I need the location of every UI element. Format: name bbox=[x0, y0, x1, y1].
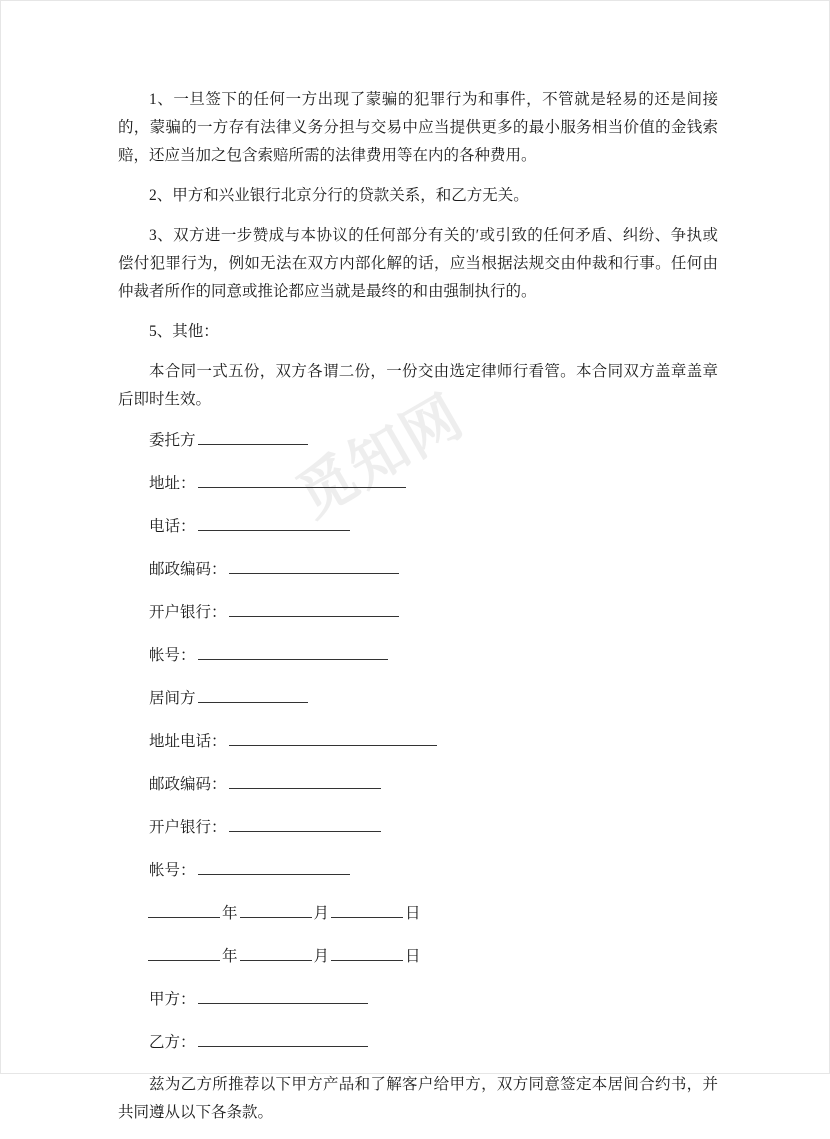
date-year-label: 年 bbox=[222, 948, 238, 965]
field-entrust-bank bbox=[118, 598, 718, 627]
clause-paragraph-copies: 本合同一式五份，双方各谓二份，一份交由选定律师行看管。本合同双方盖章盖章后即时生效。 bbox=[118, 363, 718, 408]
field-blank[interactable] bbox=[198, 512, 350, 531]
date-year-blank[interactable] bbox=[148, 942, 220, 961]
field-blank[interactable] bbox=[198, 426, 308, 445]
field-label: 邮政编码： bbox=[149, 776, 227, 793]
field-label: 开户银行： bbox=[149, 604, 227, 621]
document-content bbox=[118, 86, 718, 1139]
date-month-blank[interactable] bbox=[240, 899, 312, 918]
field-blank[interactable] bbox=[198, 856, 350, 875]
field-label: 开户银行： bbox=[149, 819, 227, 836]
field-broker-party bbox=[118, 684, 718, 713]
date-line-1 bbox=[118, 899, 718, 928]
field-blank[interactable] bbox=[229, 727, 437, 746]
field-broker-bank bbox=[118, 813, 718, 842]
date-day-label: 日 bbox=[405, 905, 421, 922]
field-label: 邮政编码： bbox=[149, 561, 227, 578]
clause-paragraph-5: 5、其他： bbox=[149, 323, 219, 340]
date-year-blank[interactable] bbox=[148, 899, 220, 918]
date-day-blank[interactable] bbox=[331, 899, 403, 918]
field-blank[interactable] bbox=[229, 770, 381, 789]
clause-paragraph-1: 1、一旦签下的任何一方出现了蒙骗的犯罪行为和事件，不管就是轻易的还是间接的，蒙骗的一方存有法律义务分担与交易中应当提供更多的最小服务相当价值的金钱索赔，还应当加之包含索赔所需的法律费用等在内的各种费用。 bbox=[118, 91, 718, 164]
field-blank[interactable] bbox=[198, 684, 308, 703]
field-blank[interactable] bbox=[229, 598, 399, 617]
field-blank[interactable] bbox=[198, 1028, 368, 1047]
clause-paragraph-2: 2、甲方和兴业银行北京分行的贷款关系，和乙方无关。 bbox=[149, 187, 529, 204]
field-entrust-postcode bbox=[118, 555, 718, 584]
date-line-2 bbox=[118, 942, 718, 971]
field-label: 帐号： bbox=[149, 647, 196, 664]
field-blank[interactable] bbox=[198, 641, 388, 660]
field-entrust-party bbox=[118, 426, 718, 455]
field-label: 地址： bbox=[149, 475, 196, 492]
date-day-label: 日 bbox=[405, 948, 421, 965]
date-month-blank[interactable] bbox=[240, 942, 312, 961]
field-label: 帐号： bbox=[149, 862, 196, 879]
field-party-a bbox=[118, 985, 718, 1014]
date-year-label: 年 bbox=[222, 905, 238, 922]
field-entrust-address bbox=[118, 469, 718, 498]
field-broker-address-phone bbox=[118, 727, 718, 756]
field-broker-postcode bbox=[118, 770, 718, 799]
field-label: 电话： bbox=[149, 518, 196, 535]
date-month-label: 月 bbox=[313, 948, 330, 965]
field-blank[interactable] bbox=[198, 469, 406, 488]
field-entrust-account bbox=[118, 641, 718, 670]
field-label: 乙方： bbox=[149, 1034, 196, 1051]
field-broker-account bbox=[118, 856, 718, 885]
field-label: 地址电话： bbox=[149, 733, 227, 750]
field-blank[interactable] bbox=[229, 555, 399, 574]
clause-paragraph-3: 3、双方进一步赞成与本协议的任何部分有关的′或引致的任何矛盾、纠纷、争执或偿付犯罪行为，例如无法在双方内部化解的话，应当根据法规交由仲裁和行事。任何由仲裁者所作的同意或推论都应当就是最终的和由强制执行的。 bbox=[118, 227, 718, 300]
field-blank[interactable] bbox=[198, 985, 368, 1004]
field-entrust-phone bbox=[118, 512, 718, 541]
date-day-blank[interactable] bbox=[331, 942, 403, 961]
field-party-b bbox=[118, 1028, 718, 1057]
date-month-label: 月 bbox=[313, 905, 330, 922]
field-label: 委托方 bbox=[149, 432, 196, 449]
field-label: 甲方： bbox=[149, 991, 196, 1008]
watermark-text: 觅知网 bbox=[286, 383, 475, 530]
closing-paragraph: 兹为乙方所推荐以下甲方产品和了解客户给甲方，双方同意签定本居间合约书，并共同遵从以下各条款。 bbox=[118, 1076, 718, 1121]
field-label: 居间方 bbox=[149, 690, 196, 707]
field-blank[interactable] bbox=[229, 813, 381, 832]
